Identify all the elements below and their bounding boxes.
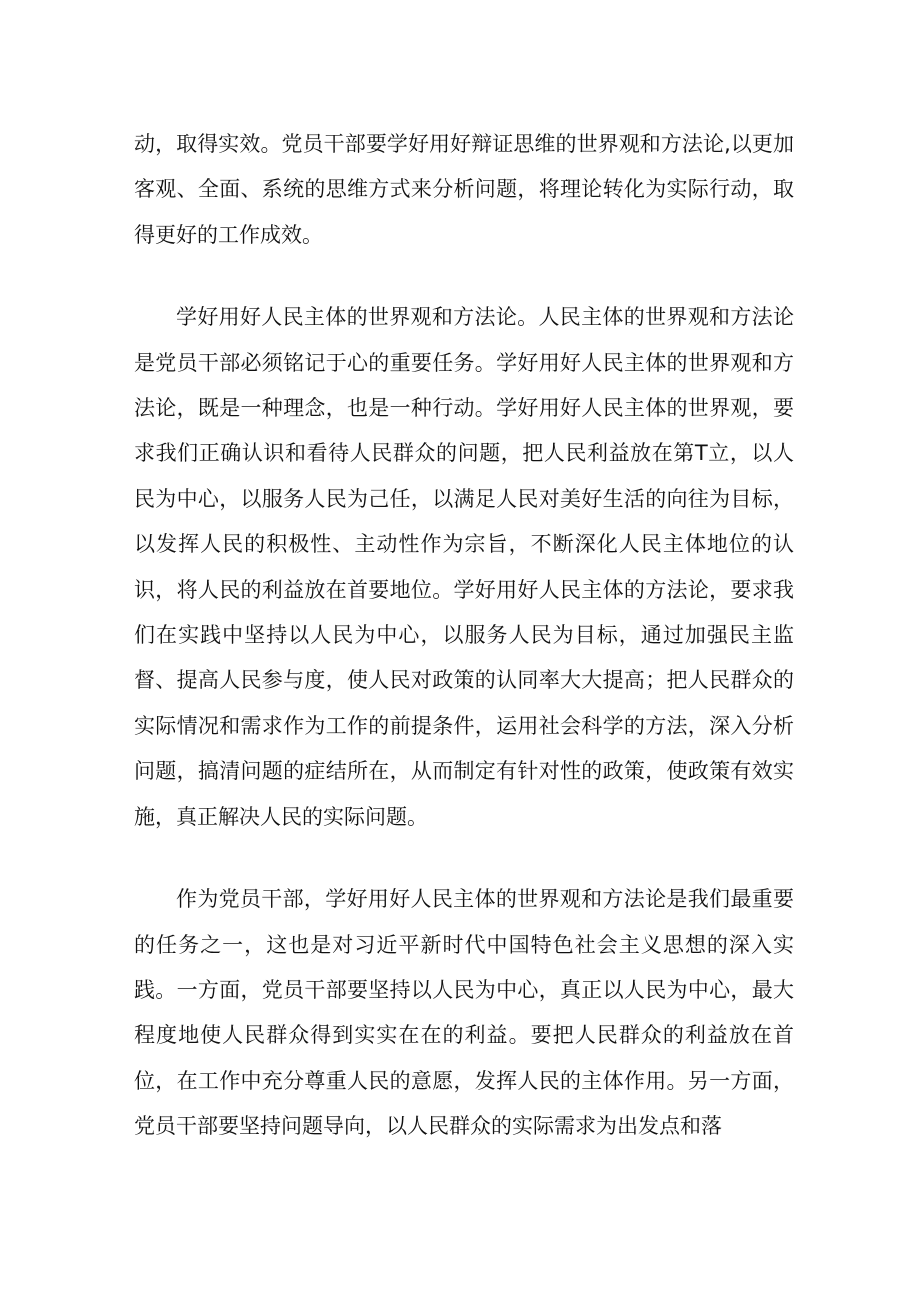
paragraph-3: 作为党员干部，学好用好人民主体的世界观和方法论是我们最重要的任务之一，这也是对习近平新时代中国特色社会主义思想的深入实践。一方面，党员干部要坚持以人民为中心，真正以人民为中心，最大程度地使人民群众得到实实在在的利益。要把人民群众的利益放在首位，在工作中充分尊重人民的意愿，发挥人民的主体作用。另一方面，党员干部要坚持问题导向，以人民群众的实际需求为出发点和落 [134,887,794,1139]
paragraph-2: 学好用好人民主体的世界观和方法论。人民主体的世界观和方法论是党员干部必须铭记于心的重要任务。学好用好人民主体的世界观和方法论，既是一种理念，也是一种行动。学好用好人民主体的世界观，要求我们正确认识和看待人民群众的问题，把人民利益放在第T立，以人民为中心，以服务人民为己任，以满足人民对美好生活的向往为目标，以发挥人民的积极性、主动性作为宗旨，不断深化人民主体地位的认识，将人民的利益放在首要地位。学好用好人民主体的方法论，要求我们在实践中坚持以人民为中心，以服务人民为目标，通过加强民主监督、提高人民参与度，使人民对政策的认同率大大提高；把人民群众的实际情况和需求作为工作的前提条件，运用社会科学的方法，深入分析问题，搞清问题的症结所在，从而制定有针对性的政策，使政策有效实施，真正解决人民的实际问题。 [134,305,794,829]
paragraph-gap [134,840,794,877]
paragraph-gap [134,258,794,295]
document-body [134,122,794,1150]
paragraph-1: 动，取得实效。党员干部要学好用好辩证思维的世界观和方法论,以更加客观、全面、系统的思维方式来分析问题，将理论转化为实际行动，取得更好的工作成效。 [134,132,794,247]
